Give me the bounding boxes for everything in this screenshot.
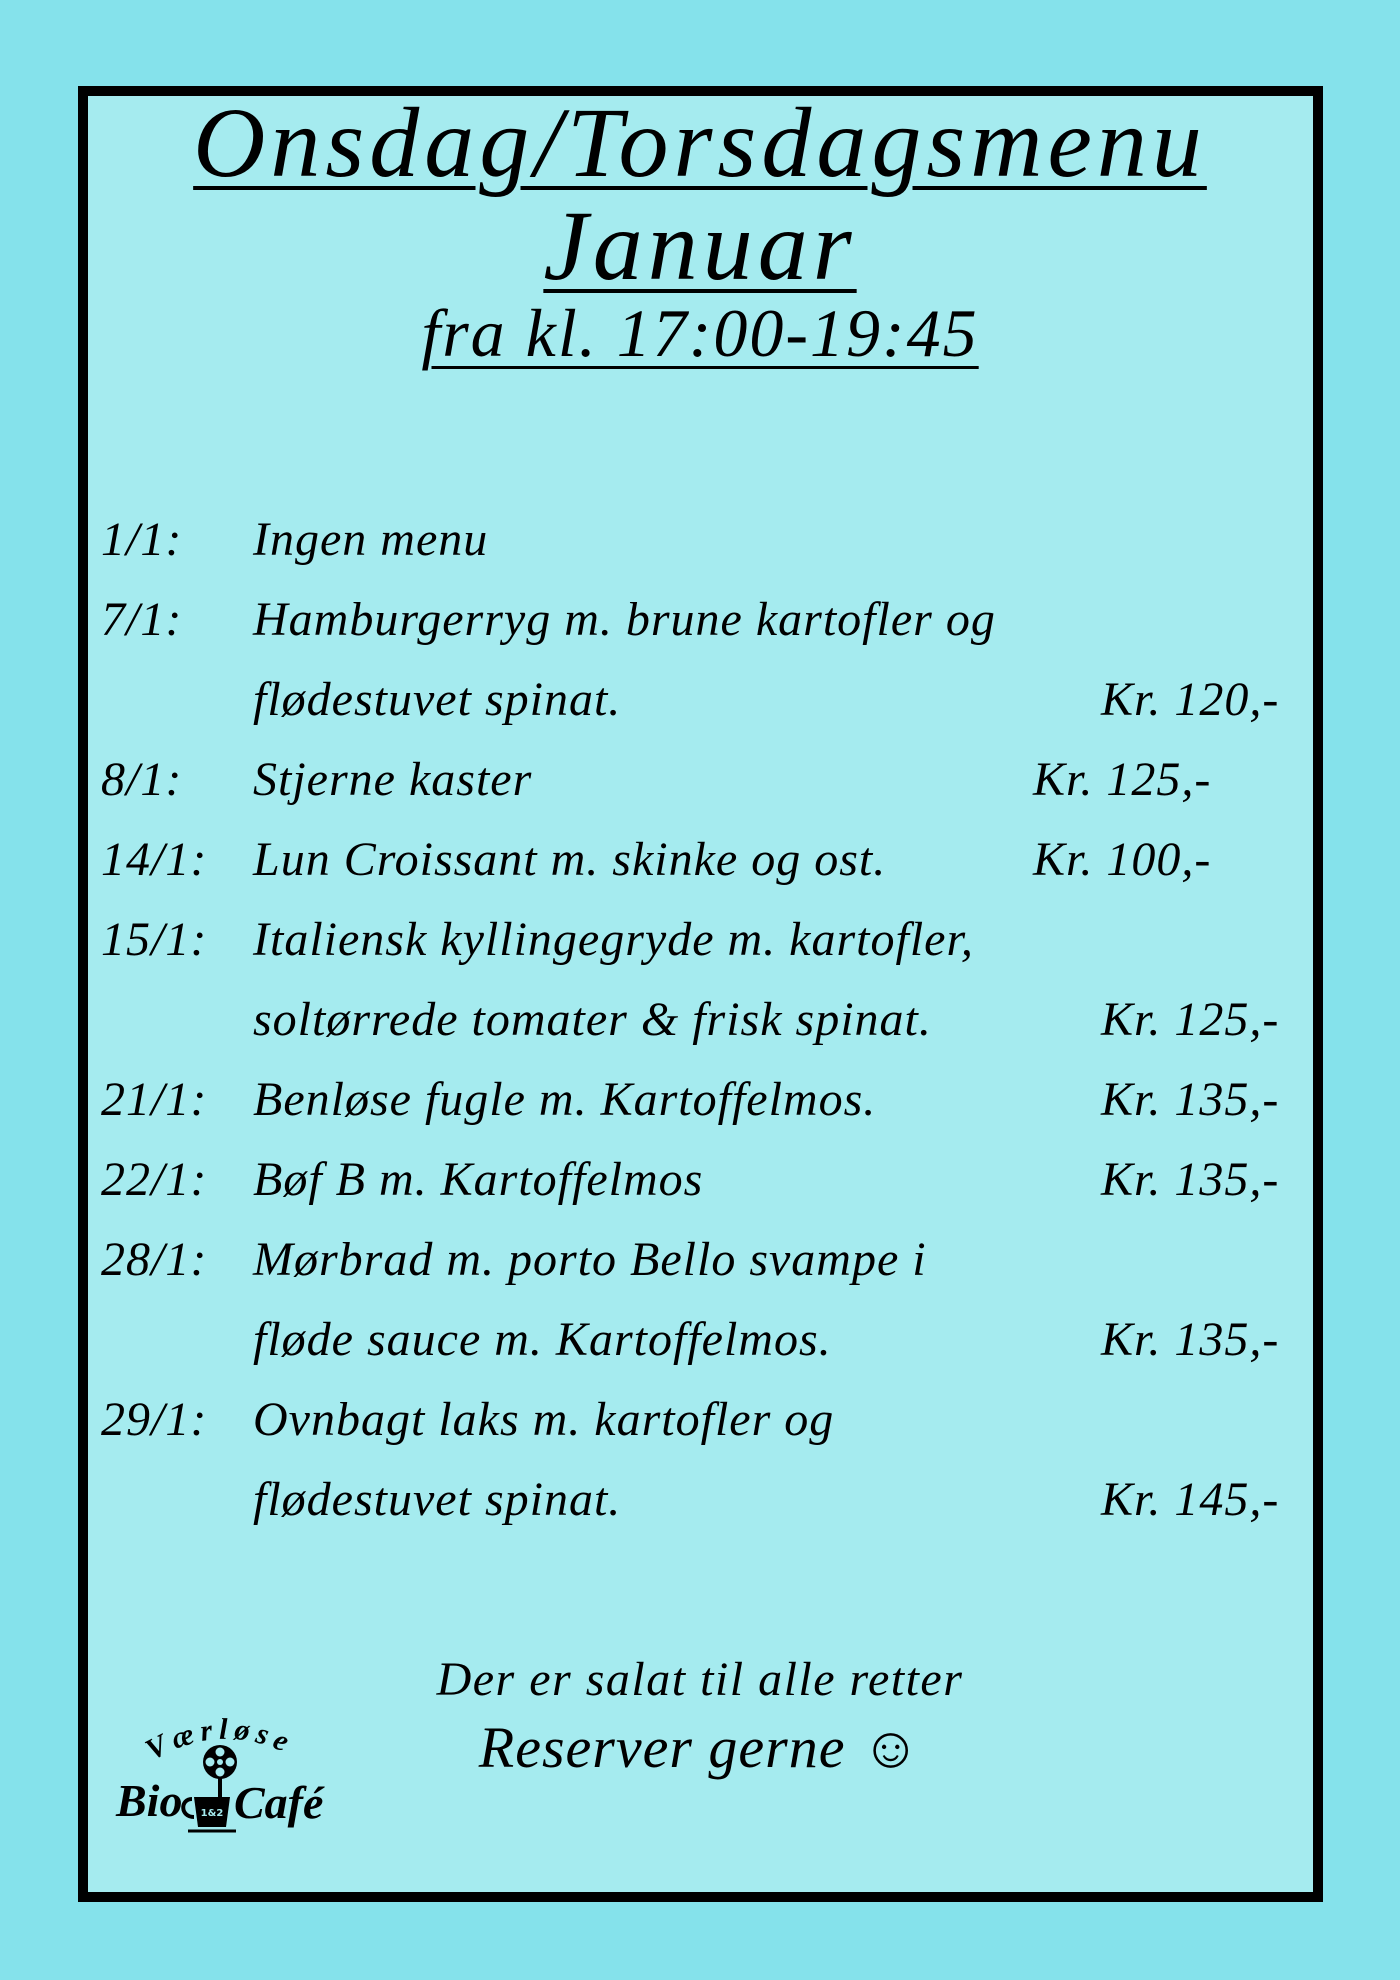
menu-dish: Ovnbagt laks m. kartofler og [253,1393,835,1446]
menu-date: 1/1: [101,513,183,566]
menu-dish: Hamburgerryg m. brune kartofler og [253,593,996,646]
menu-date: 8/1: [101,753,183,806]
menu-item [0,1140,1400,1220]
coffee-cup-icon [183,1797,236,1831]
menu-line [0,660,1400,740]
cafe-logo [110,1715,335,1840]
reservation-note: Reserver gerne ☺ [478,1715,922,1780]
menu-price: Kr. 135,- [1101,1073,1280,1126]
logo-left-text: Bio [116,1775,183,1826]
menu-date: 14/1: [101,833,208,886]
menu-price: Kr. 135,- [1101,1153,1280,1206]
menu-dish: Ingen menu [253,513,489,566]
film-reel-icon [203,1745,237,1801]
menu-line [0,1060,1400,1140]
menu-date: 29/1: [101,1393,208,1446]
menu-line [0,500,1400,580]
menu-dish: Benløse fugle m. Kartoffelmos. [253,1073,877,1126]
logo-right-text: Café [234,1777,324,1828]
menu-date: 7/1: [101,593,183,646]
menu-price: Kr. 125,- [1033,753,1212,806]
menu-line [0,580,1400,660]
menu-dish-continued: flødestuvet spinat. [253,1473,622,1526]
menu-line [0,1220,1400,1300]
menu-dish-continued: fløde sauce m. Kartoffelmos. [253,1313,832,1366]
menu-date: 22/1: [101,1153,208,1206]
menu-item [0,1380,1400,1540]
menu-line [0,900,1400,980]
page-title: Onsdag/Torsdagsmenu [193,87,1207,198]
menu-list [0,500,1400,1540]
menu-line [0,740,1400,820]
menu-price: Kr. 120,- [1101,673,1280,726]
menu-line [0,1460,1400,1540]
menu-dish: Bøf B m. Kartoffelmos [253,1153,704,1206]
menu-price: Kr. 100,- [1033,833,1212,886]
menu-date: 28/1: [101,1233,208,1286]
menu-line [0,820,1400,900]
menu-date: 15/1: [101,913,208,966]
menu-dish-continued: flødestuvet spinat. [253,673,622,726]
menu-line [0,980,1400,1060]
menu-date: 21/1: [101,1073,208,1126]
menu-price: Kr. 135,- [1101,1313,1280,1366]
menu-item [0,500,1400,580]
menu-line [0,1300,1400,1380]
menu-line [0,1380,1400,1460]
menu-dish: Stjerne kaster [253,753,533,806]
menu-dish: Lun Croissant m. skinke og ost. [253,833,887,886]
opening-hours: fra kl. 17:00-19:45 [421,295,979,371]
menu-item [0,900,1400,1060]
menu-item [0,1220,1400,1380]
salad-note: Der er salat til alle retter [436,1653,964,1706]
menu-item [0,1060,1400,1140]
menu-dish: Italiensk kyllingegryde m. kartofler, [253,913,974,966]
menu-dish-continued: soltørrede tomater & frisk spinat. [253,993,932,1046]
logo-name-text: Værløse [140,1715,300,1767]
month-title: Januar [543,190,857,301]
menu-price: Kr. 125,- [1101,993,1280,1046]
menu-item [0,580,1400,740]
menu-dish: Mørbrad m. porto Bello svampe i [253,1233,927,1286]
menu-item [0,820,1400,900]
menu-line [0,1140,1400,1220]
menu-price: Kr. 145,- [1101,1473,1280,1526]
menu-item [0,740,1400,820]
logo-cup-text: 1&2 [200,1808,224,1819]
